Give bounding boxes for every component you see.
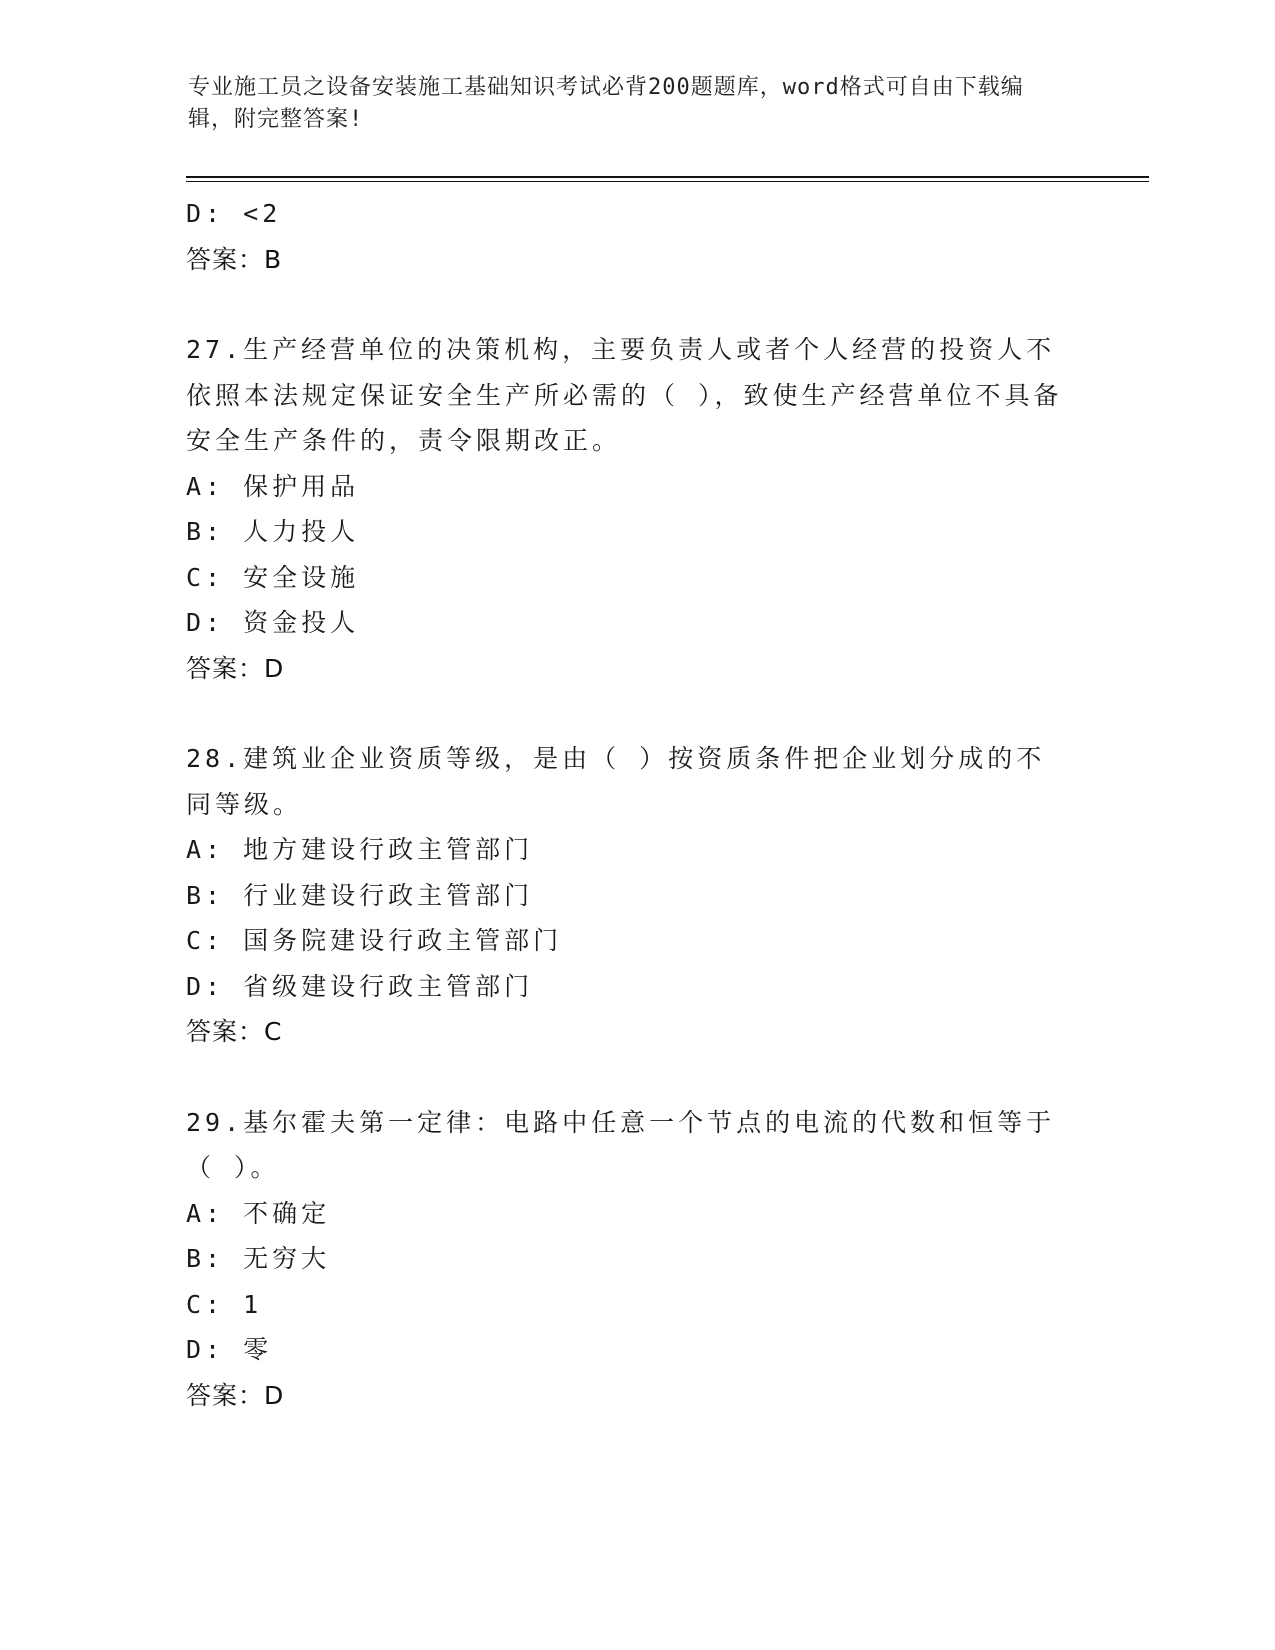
option-a: A: 地方建设行政主管部门 [186, 835, 534, 864]
page-header: 专业施工员之设备安装施工基础知识考试必背200题题库，word格式可自由下载编辑，附完整答案! [188, 75, 1024, 132]
option-b: B: 行业建设行政主管部门 [186, 880, 534, 910]
question-stem: 29.基尔霍夫第一定律：电路中任意一个节点的电流的代数和恒等于（ ）。 [186, 1107, 1056, 1182]
question-stem: 27.生产经营单位的决策机构，主要负责人或者个人经营的投资人不依照本法规定保证安全生产所必需的（ ），致使生产经营单位不具备安全生产条件的，责令限期改正。 [186, 335, 1063, 455]
answer: 答案：D [186, 653, 285, 683]
option-c: C: 1 [186, 1289, 263, 1319]
option-a: A: 保护用品 [186, 471, 360, 501]
question-27 [186, 327, 1086, 691]
answer: 答案：D [186, 1380, 285, 1410]
option-d: D: 资金投人 [186, 608, 360, 637]
question-stem: 28.建筑业企业资质等级，是由（ ）按资质条件把企业划分成的不同等级。 [186, 744, 1046, 819]
option-b: B: 无穷大 [186, 1244, 331, 1273]
header-rule-thick [186, 176, 1149, 178]
header-rule-thin [186, 181, 1149, 182]
option-d: D: 省级建设行政主管部门 [186, 971, 534, 1001]
carryover-option-d: D: <2 [186, 199, 282, 228]
option-b: B: 人力投人 [186, 517, 360, 546]
option-c: C: 安全设施 [186, 562, 360, 592]
answer: 答案：C [186, 1017, 283, 1046]
question-29 [186, 1100, 1086, 1419]
carryover-answer: 答案：B [186, 244, 283, 274]
question-content [186, 191, 1086, 1418]
option-c: C: 国务院建设行政主管部门 [186, 926, 563, 955]
option-a: A: 不确定 [186, 1198, 331, 1228]
question-28 [186, 736, 1086, 1055]
option-d: D: 零 [186, 1335, 273, 1364]
